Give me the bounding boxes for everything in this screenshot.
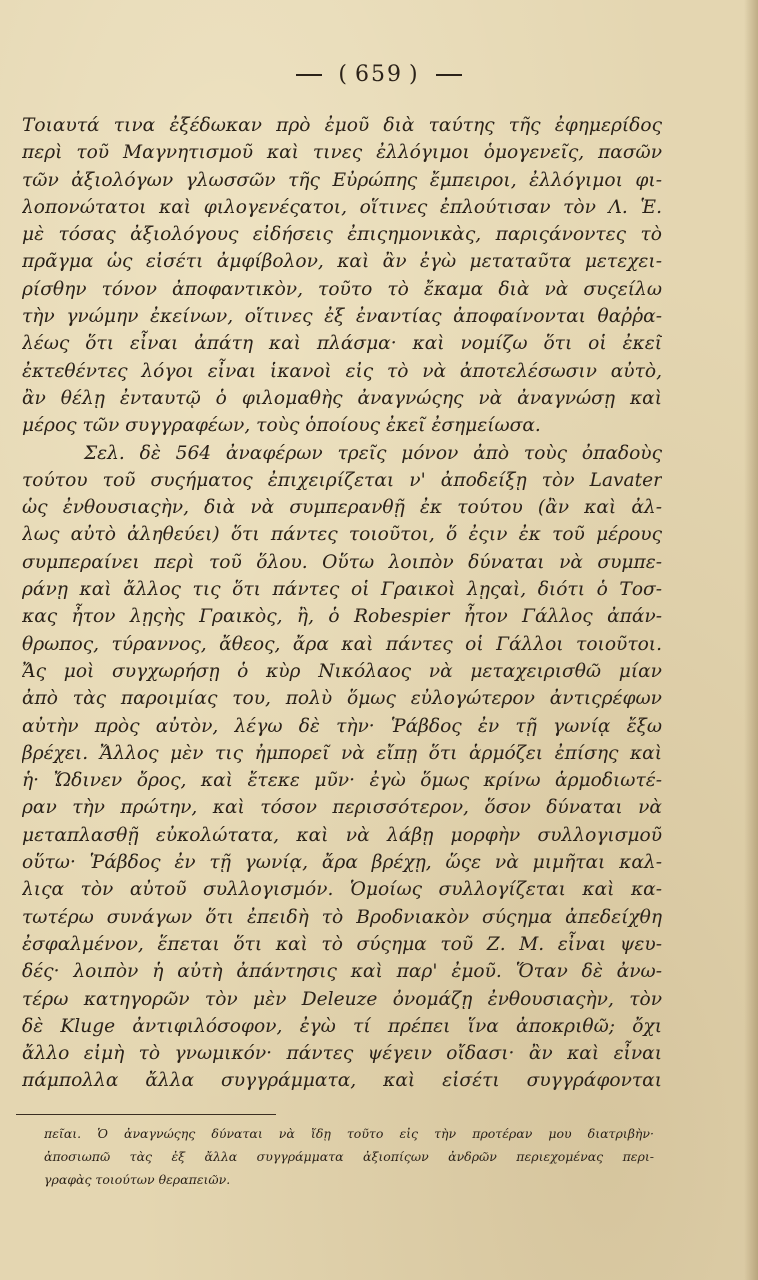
text-line: λιςα τὸν αὐτοῦ συλλογισμόν. Ὁμοίως συλλογίζεται καὶ κα-: [22, 879, 662, 901]
text-line: τέρω κατηγορῶν τὸν μὲν Deleuze ὀνομάζῃ ἐνθουσιαςὴν, τὸν: [22, 988, 662, 1010]
text-line: ἡ· Ὤδινεν ὄρος, καὶ ἔτεκε μῦν· ἐγὼ ὅμως κρίνω ἁρμοδιωτέ-: [22, 770, 662, 792]
text-line: δές· λοιπὸν ἡ αὐτὴ ἀπάντησις καὶ παρ' ἐμοῦ. Ὅταν δὲ ἀνω-: [22, 961, 662, 983]
text-line: ρίσθην τόνον ἀποφαντικὸν, τοῦτο τὸ ἔκαμα διὰ νὰ συςείλω: [22, 278, 662, 300]
text-line: ραν τὴν πρώτην, καὶ τόσον περισσότερον, ὅσον δύναται νὰ: [22, 797, 662, 819]
text-line: ράνῃ καὶ ἄλλος τις ὅτι πάντες οἱ Γραικοὶ λῃςαὶ, διότι ὁ Τοσ-: [22, 579, 662, 601]
text-line: συμπεραίνει περὶ τοῦ ὅλου. Οὕτω λοιπὸν δύναται νὰ συμπε-: [22, 551, 662, 573]
text-line: ὡς ἐνθουσιαςὴν, διὰ νὰ συμπερανθῇ ἐκ τούτου (ἂν καὶ ἀλ-: [22, 497, 662, 519]
text-line: δὲ Kluge ἀντιφιλόσοφον, ἐγὼ τί πρέπει ἵνα ἀποκριθῶ; ὄχι: [22, 1015, 662, 1037]
text-line: μεταπλασθῇ εὐκολώτατα, καὶ νὰ λάβῃ μορφὴν συλλογισμοῦ: [22, 824, 662, 846]
text-line: Τοιαυτά τινα ἐξέδωκαν πρὸ ἐμοῦ διὰ ταύτης τῆς ἐφημερίδος: [22, 115, 662, 136]
footnote: [44, 1122, 654, 1191]
text-line: περὶ τοῦ Μαγνητισμοῦ καὶ τινες ἐλλόγιμοι ὁμογενεῖς, πασῶν: [22, 142, 662, 164]
header-paren-right: ): [409, 62, 420, 87]
footnote-divider: [16, 1114, 276, 1115]
text-line: ἄλλο εἰμὴ τὸ γνωμικόν· πάντες ψέγειν οἴδασι· ἂν καὶ εἶναι: [22, 1043, 662, 1065]
text-line: τωτέρω συνάγων ὅτι ἐπειδὴ τὸ Βροδνιακὸν σύςημα ἀπεδείχθη: [22, 906, 662, 928]
text-line: λοπονώτατοι καὶ φιλογενέςατοι, οἵτινες ἐπλούτισαν τὸν Λ. Ἑ.: [22, 196, 662, 218]
text-line: μὲ τόσας ἀξιολόγους εἰδήσεις ἐπιςημονικὰς, παριςάνοντες τὸ: [22, 224, 662, 246]
text-line: ἀπὸ τὰς παροιμίας του, πολὺ ὅμως εὐλογώτερον ἀντιςρέφων: [22, 688, 662, 710]
footnote-line: πεῖαι. Ὁ ἀναγνώςης δύναται νὰ ἴδῃ τοῦτο εἰς τὴν προτέραν μου διατριβὴν·: [44, 1126, 654, 1141]
text-line: λως αὐτὸ ἀληθεύει) ὅτι πάντες τοιοῦτοι, ὅ ἐςιν ἐκ τοῦ μέρους: [22, 524, 662, 546]
text-line: λέως ὅτι εἶναι ἀπάτη καὶ πλάσμα· καὶ νομίζω ὅτι οἱ ἐκεῖ: [22, 333, 662, 355]
text-line: πάμπολλα ἄλλα συγγράμματα, καὶ εἰσέτι συγγράφονται: [22, 1070, 662, 1092]
text-line: βρέχει. Ἄλλος μὲν τις ἠμπορεῖ νὰ εἴπῃ ὅτι ἁρμόζει ἐπίσης καὶ: [22, 742, 662, 764]
page-header: [0, 62, 758, 87]
header-dash-left: [296, 74, 322, 76]
page-spine-shadow: [744, 0, 758, 1280]
text-line: ἂν θέλῃ ἐνταυτῷ ὁ φιλομαθὴς ἀναγνώςης νὰ ἀναγνώσῃ καὶ: [22, 387, 662, 409]
text-line: μέρος τῶν συγγραφέων, τοὺς ὁποίους ἐκεῖ ἐσημείωσα.: [22, 415, 541, 437]
text-line: Σελ. δὲ 564 ἀναφέρων τρεῖς μόνον ἀπὸ τοὺς ὀπαδοὺς: [84, 442, 662, 464]
text-line: ἐκτεθέντες λόγοι εἶναι ἱκανοὶ εἰς τὸ νὰ ἀποτελέσωσιν αὐτὸ,: [22, 360, 662, 382]
text-line: αὐτὴν πρὸς αὐτὸν, λέγω δὲ τὴν· Ῥάβδος ἐν τῇ γωνίᾳ ἔξω: [22, 715, 662, 737]
text-line: τούτου τοῦ συςήματος ἐπιχειρίζεται ν' ἀποδείξῃ τὸν Lavater: [22, 469, 662, 491]
text-line: πρᾶγμα ὡς εἰσέτι ἀμφίβολον, καὶ ἂν ἐγὼ μεταταῦτα μετεχει-: [22, 251, 662, 273]
header-dash-right: [436, 74, 462, 76]
header-paren-left: (: [338, 62, 349, 87]
body-text: [22, 112, 662, 1095]
page-number: 659: [355, 62, 403, 87]
text-line: οὕτω· Ῥάβδος ἐν τῇ γωνίᾳ, ἄρα βρέχῃ, ὥςε νὰ μιμῆται καλ-: [22, 852, 662, 874]
footnote-line: ἀποσιωπῶ τὰς ἐξ ἄλλα συγγράμματα ἀξιοπίςων ἀνδρῶν περιεχομένας περι-: [44, 1149, 654, 1164]
text-line: κας ἦτον λῃςὴς Γραικὸς, ἢ, ὁ Robespier ἦτον Γάλλος ἀπάν-: [22, 606, 662, 628]
text-line: τὴν γνώμην ἐκείνων, οἵτινες ἐξ ἐναντίας ἀποφαίνονται θαῤῥα-: [22, 306, 662, 328]
text-line: ἐσφαλμένον, ἕπεται ὅτι καὶ τὸ σύςημα τοῦ Ζ. Μ. εἶναι ψευ-: [22, 933, 662, 955]
text-line: Ἄς μοὶ συγχωρήσῃ ὁ κὺρ Νικόλαος νὰ μεταχειρισθῶ μίαν: [22, 660, 662, 682]
footnote-line: γραφὰς τοιούτων θεραπειῶν.: [44, 1172, 231, 1187]
text-line: τῶν ἀξιολόγων γλωσσῶν τῆς Εὐρώπης ἔμπειροι, ἐλλόγιμοι φι-: [22, 169, 662, 191]
text-line: θρωπος, τύραννος, ἄθεος, ἄρα καὶ πάντες οἱ Γάλλοι τοιοῦτοι.: [22, 633, 662, 655]
